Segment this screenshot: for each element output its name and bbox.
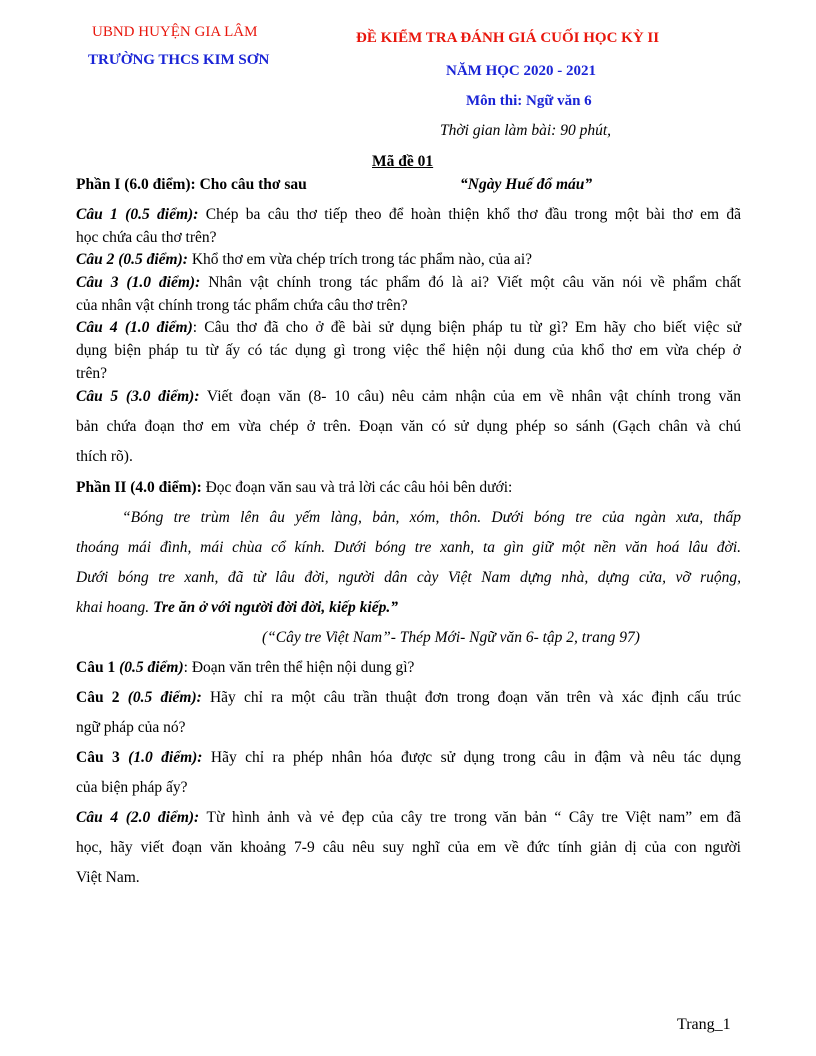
part2-title-rest: Đọc đoạn văn sau và trả lời các câu hỏi bên dưới: (201, 479, 513, 496)
passage-line2: thoáng mái đình, mái chùa cổ kính. Dưới bóng tre xanh, ta gìn giữ một nền văn hoá lâu đời. (76, 539, 741, 556)
poem-line: “Ngày Huế đổ máu” (460, 176, 593, 193)
p1-q5-text1: Viết đoạn văn (8- 10 câu) nêu cảm nhận của em về nhân vật chính trong văn (199, 388, 741, 405)
passage-line4-text: khai hoang. (76, 599, 154, 616)
p2-q1-points: (0.5 điểm) (115, 659, 184, 676)
p1-q4-label: Câu 4 (1.0 điểm) (76, 319, 193, 336)
p1-q4-line1 (76, 319, 741, 337)
passage-bold-sentence: Tre ăn ở với người đời đời, kiếp kiếp.” (153, 599, 398, 616)
school-name: TRƯỜNG THCS KIM SƠN (88, 52, 270, 68)
exam-code: Mã đề 01 (372, 153, 434, 170)
p2-q3-line2: của biện pháp ấy? (76, 779, 188, 796)
p2-q3-points: (1.0 điểm): (119, 749, 203, 766)
p2-q4-label: Câu 4 (2.0 điểm): (76, 809, 200, 826)
passage-source: (“Cây tre Việt Nam”- Thép Mới- Ngữ văn 6- tập 2, trang 97) (262, 629, 640, 646)
p1-q1-text1: Chép ba câu thơ tiếp theo để hoàn thiện khổ thơ đầu trong một bài thơ em đã (198, 206, 741, 223)
p2-q1-text1: : Đoạn văn trên thể hiện nội dung gì? (183, 659, 415, 676)
p2-q3-text1: Hãy chỉ ra phép nhân hóa được sử dụng trong câu in đậm và nêu tác dụng (202, 749, 741, 766)
p1-q4-line3: trên? (76, 365, 107, 382)
p1-q5-line3: thích rõ). (76, 448, 133, 465)
p1-q5-label: Câu 5 (3.0 điểm): (76, 388, 200, 405)
p2-q4-line2: học, hãy viết đoạn văn khoảng 7-9 câu nêu suy nghĩ của em về đức tính giản dị của con người (76, 839, 741, 856)
p2-q2-line1 (76, 689, 741, 707)
p2-q2-points: (0.5 điểm): (119, 689, 202, 706)
p1-q3-line1 (76, 274, 741, 292)
p1-q2-line1 (76, 251, 532, 269)
p1-q5-line1 (76, 388, 741, 406)
p1-q2-text1: Khổ thơ em vừa chép trích trong tác phẩm nào, của ai? (187, 251, 533, 268)
passage-line3: Dưới bóng tre xanh, đã từ lâu đời, người dân cày Việt Nam dựng nhà, dựng cửa, vỡ ruộng, (76, 569, 741, 586)
page-number: Trang_1 (677, 1016, 731, 1033)
exam-time: Thời gian làm bài: 90 phút, (440, 122, 612, 139)
p2-q3-line1 (76, 749, 741, 767)
p1-q3-label: Câu 3 (1.0 điểm): (76, 274, 201, 291)
p1-q3-text1: Nhân vật chính trong tác phẩm đó là ai? Viết một câu văn nói về phẩm chất (200, 274, 742, 291)
p1-q2-label: Câu 2 (0.5 điểm): (76, 251, 188, 268)
p1-q1-label: Câu 1 (0.5 điểm): (76, 206, 199, 223)
p2-q3-label: Câu 3 (76, 749, 120, 766)
part1-title: Phần I (6.0 điểm): Cho câu thơ sau (76, 176, 307, 193)
p1-q5-line2: bản chứa đoạn thơ em vừa chép ở trên. Đoạn văn có sử dụng phép so sánh (Gạch chân và chú (76, 418, 741, 435)
p2-q4-line1 (76, 809, 741, 827)
p1-q3-line2: của nhân vật chính trong tác phẩm chứa câu thơ trên? (76, 297, 408, 314)
p2-q4-text1: Từ hình ảnh và vẻ đẹp của cây tre trong văn bản “ Cây tre Việt nam” em đã (199, 809, 741, 826)
subject: Môn thi: Ngữ văn 6 (466, 93, 592, 109)
p2-q2-line2: ngữ pháp của nó? (76, 719, 186, 736)
p2-q2-label: Câu 2 (76, 689, 120, 706)
passage-line4 (76, 599, 398, 617)
exam-title: ĐỀ KIỂM TRA ĐÁNH GIÁ CUỐI HỌC KỲ II (356, 30, 660, 46)
p1-q1-line1 (76, 206, 741, 224)
part2-title-line (76, 479, 512, 497)
part2-title: Phần II (4.0 điểm): (76, 479, 202, 496)
p1-q4-line2: dụng biện pháp tu từ ấy có tác dụng gì trong việc thể hiện nội dung của khổ thơ em vừa chép ở (76, 342, 741, 359)
p2-q1-line1 (76, 659, 414, 677)
school-year: NĂM HỌC 2020 - 2021 (446, 63, 596, 79)
district-name: UBND HUYỆN GIA LÂM (92, 24, 258, 40)
p1-q1-line2: học chứa câu thơ trên? (76, 229, 217, 246)
p2-q2-text1: Hãy chỉ ra một câu trần thuật đơn trong đoạn văn trên và xác định cấu trúc (201, 689, 741, 706)
passage-line1: “Bóng tre trùm lên âu yếm làng, bản, xóm, thôn. Dưới bóng tre của ngàn xưa, thấp (122, 509, 741, 526)
p1-q4-text1: : Câu thơ đã cho ở đề bài sử dụng biện pháp tu từ gì? Em hãy cho biết việc sử (192, 319, 741, 336)
p2-q1-label: Câu 1 (76, 659, 116, 676)
p2-q4-line3: Việt Nam. (76, 869, 140, 886)
